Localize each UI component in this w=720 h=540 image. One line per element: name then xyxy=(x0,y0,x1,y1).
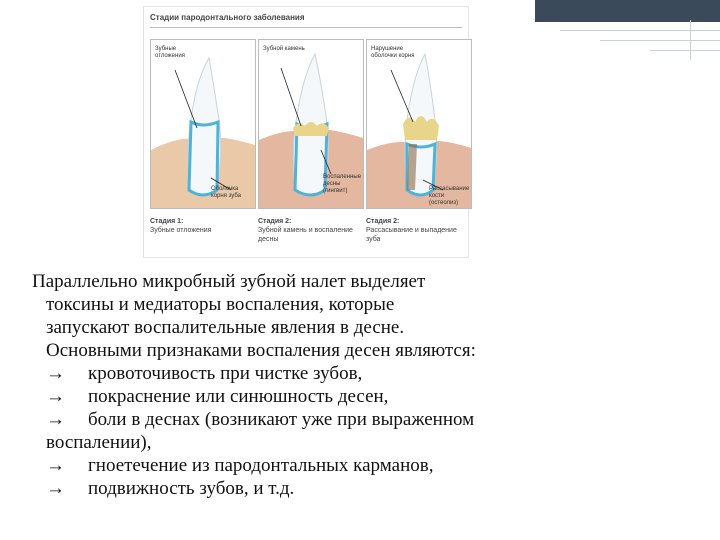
label-root-damage: Нарушение оболочки корня xyxy=(371,46,415,59)
decor-line xyxy=(560,30,720,31)
bullet-text: подвижность зубов, и т.д. xyxy=(88,478,295,499)
bullet-item xyxy=(32,408,692,431)
label-osteolysis: Рассасывание кости (остеолиз) xyxy=(429,186,470,206)
arrow-icon: → xyxy=(46,363,65,384)
bullet-text: гноетечение из пародонтальных карманов, xyxy=(88,455,434,476)
figure-divider xyxy=(150,27,462,28)
stage-caption-1 xyxy=(150,217,254,235)
label-deposits: Зубные отложения xyxy=(155,46,185,59)
bullet-item xyxy=(32,454,692,477)
stage-caption-desc: Зубной камень и воспаление десны xyxy=(258,227,353,243)
intro-line: Параллельно микробный зубной налет выделяет xyxy=(32,271,426,292)
stage-3-panel xyxy=(366,39,472,209)
figure-title: Стадии пародонтального заболевания xyxy=(150,13,305,22)
decor-line xyxy=(600,40,720,41)
text-line: запускают воспалительные явления в десне. xyxy=(46,317,405,338)
bullet-text: боли в деснах (возникают уже при выраженном xyxy=(88,409,475,430)
arrow-icon: → xyxy=(46,455,65,476)
bullet-item xyxy=(32,385,692,408)
label-calculus: Зубной камень xyxy=(263,46,305,52)
stage-1-panel xyxy=(150,39,256,209)
text-line: Основными признаками воспаления десен являются: xyxy=(46,340,476,361)
bullet-text: покраснение или синюшность десен, xyxy=(88,386,389,407)
stage-caption-3 xyxy=(366,217,470,244)
text-line: воспалении), xyxy=(46,432,152,453)
bullet-item xyxy=(32,477,692,500)
text-line: токсины и медиаторы воспаления, которые xyxy=(46,294,395,315)
stage-caption-head: Стадия 2: xyxy=(258,218,292,225)
arrow-icon: → xyxy=(46,409,65,430)
bullet-text: кровоточивость при чистке зубов, xyxy=(88,363,363,384)
decor-line xyxy=(690,20,691,60)
slide-body-text xyxy=(32,270,692,500)
stage-caption-desc: Рассасывание и выпадение зуба xyxy=(366,227,457,243)
arrow-icon: → xyxy=(46,478,65,499)
tooth-illustration-1 xyxy=(151,40,255,208)
bullet-item xyxy=(32,362,692,385)
periodontal-stages-figure xyxy=(143,6,469,258)
stage-2-panel xyxy=(258,39,364,209)
decor-bar xyxy=(535,0,720,22)
arrow-icon: → xyxy=(46,386,65,407)
tooth-illustration-3 xyxy=(367,40,471,208)
stage-caption-desc: Зубные отложения xyxy=(150,227,212,234)
decor-line xyxy=(650,50,720,51)
stage-caption-2 xyxy=(258,217,362,244)
label-root-sheath: Оболочка корня зуба xyxy=(211,186,241,199)
stage-caption-head: Стадия 1: xyxy=(150,218,184,225)
stage-caption-head: Стадия 2: xyxy=(366,218,400,225)
label-gingivitis: Воспаленные десны (гингвит) xyxy=(323,174,362,194)
